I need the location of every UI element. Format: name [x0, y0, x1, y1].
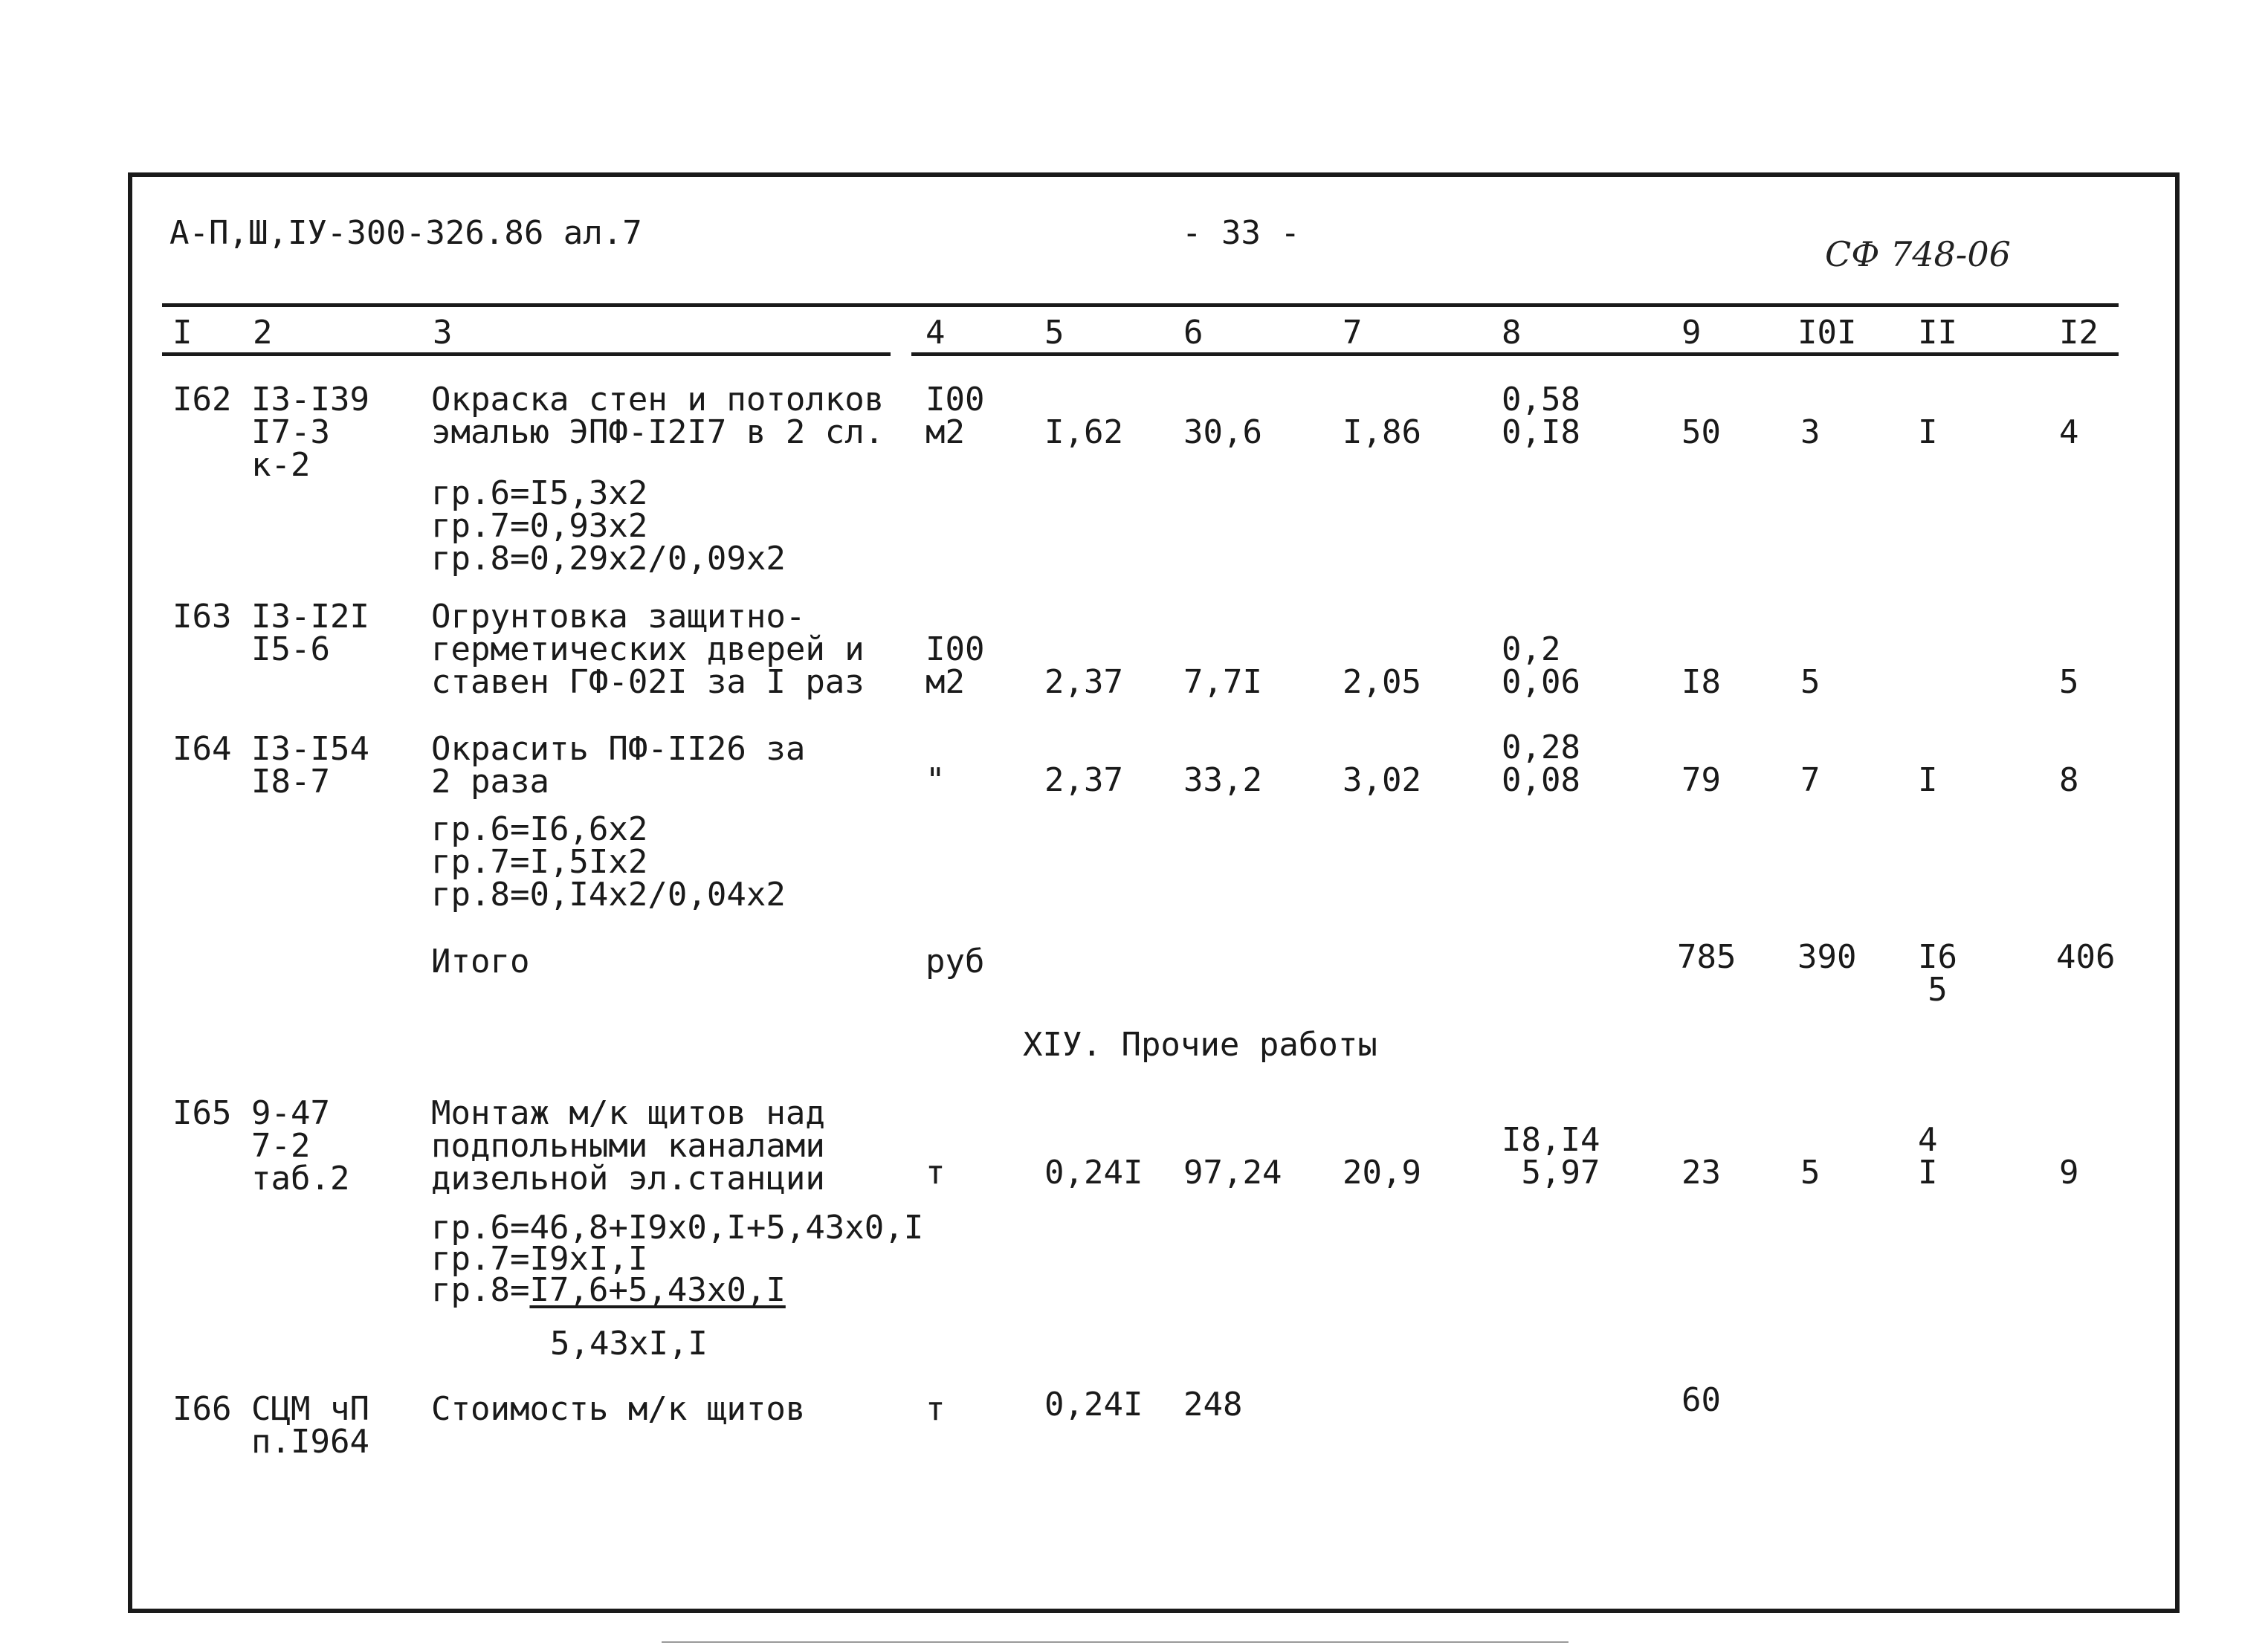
col-header-12: I2 [2059, 314, 2099, 352]
cell-col5: 0,24I [1044, 1386, 1143, 1424]
unit: I00 м2 [925, 630, 985, 701]
work-description: Окраска стен и потолков эмалью ЭПФ-I2I7 в 2 сл. [431, 381, 885, 451]
cell-col6: 30,6 [1183, 413, 1262, 451]
col-header-10: I0I [1797, 314, 1857, 352]
rate-code: СЦМ чП п.I964 [251, 1390, 369, 1461]
row-number: I63 [172, 598, 232, 636]
total-col12: 406 [2056, 938, 2116, 976]
work-description: Окрасить ПФ-II26 за 2 раза [431, 730, 806, 801]
page-number: - 33 - [1182, 214, 1300, 252]
cell-col10: 7 [1800, 761, 1820, 799]
col-header-11: II [1918, 314, 1957, 352]
handwritten-sheet-code: СФ 748-06 [1825, 234, 2011, 274]
rate-code: 9-47 7-2 таб.2 [251, 1094, 350, 1198]
cell-col6: 97,24 [1183, 1154, 1282, 1192]
calc-formula-line2: гр.7=I9хI,I [431, 1240, 648, 1278]
total-col9: 785 [1677, 938, 1736, 976]
total-col10: 390 [1797, 938, 1857, 976]
col-header-6: 6 [1183, 314, 1204, 352]
cell-col7: 2,05 [1343, 663, 1421, 701]
header-underline-right [911, 352, 2119, 356]
cell-col9: 60 [1681, 1381, 1721, 1419]
col-header-4: 4 [925, 314, 946, 352]
unit: т [925, 1390, 946, 1428]
col-header-2: 2 [253, 314, 273, 352]
cell-col7: 3,02 [1343, 761, 1421, 799]
cell-col5: 0,24I [1044, 1154, 1143, 1192]
work-description: Огрунтовка защитно- герметических дверей и ставен ГФ-02I за I раз [431, 598, 865, 701]
cell-col5: 2,37 [1044, 761, 1123, 799]
formula-numerator: I7,6+5,43х0,I [529, 1271, 786, 1309]
cell-col11: 4 I [1918, 1121, 1938, 1192]
col-header-7: 7 [1343, 314, 1363, 352]
col-header-8: 8 [1502, 314, 1522, 352]
total-col11: I6 5 [1918, 938, 1957, 1009]
cell-col7: I,86 [1343, 413, 1421, 451]
calc-formula-line1: гр.6=46,8+I9х0,I+5,43х0,I [431, 1209, 924, 1247]
document-code: А-П,Ш,IУ-300-326.86 ал.7 [169, 214, 642, 252]
cell-col8: 0,58 0,I8 [1502, 381, 1580, 451]
cell-col6: 7,7I [1183, 663, 1262, 701]
col-header-3: 3 [433, 314, 453, 352]
cell-col5: 2,37 [1044, 663, 1123, 701]
total-unit: руб [925, 943, 985, 980]
calc-formula-line3 [431, 1271, 786, 1309]
work-description: Стоимость м/к щитов [431, 1390, 806, 1428]
cell-col8: I8,I4 5,97 [1502, 1121, 1600, 1192]
cell-col10: 3 [1800, 413, 1820, 451]
row-number: I66 [172, 1390, 232, 1428]
cell-col9: 50 [1681, 413, 1721, 451]
unit: " [925, 761, 946, 799]
total-label: Итого [431, 943, 530, 980]
col-header-1: I [172, 314, 193, 352]
col-header-9: 9 [1681, 314, 1702, 352]
cell-col12: 5 [2059, 663, 2079, 701]
work-description: Монтаж м/к щитов над подпольными каналами дизельной эл.станции [431, 1094, 825, 1198]
unit: I00 м2 [925, 381, 985, 451]
scan-edge-line [662, 1641, 1568, 1643]
rate-code: I3-I2I I5-6 [251, 598, 369, 668]
row-number: I65 [172, 1094, 232, 1132]
cell-col9: I8 [1681, 663, 1721, 701]
cell-col12: 8 [2059, 761, 2079, 799]
formula-denominator: 5,43хI,I [550, 1325, 708, 1363]
col-header-5: 5 [1044, 314, 1064, 352]
cell-col10: 5 [1800, 663, 1820, 701]
cell-col8: 0,28 0,08 [1502, 728, 1580, 799]
cell-col11: I [1918, 413, 1938, 451]
cell-col6: 33,2 [1183, 761, 1262, 799]
cell-col9: 79 [1681, 761, 1721, 799]
row-number: I62 [172, 381, 232, 419]
rate-code: I3-I54 I8-7 [251, 730, 369, 801]
cell-col11: I [1918, 761, 1938, 799]
row-number: I64 [172, 730, 232, 768]
table-top-rule [162, 303, 2119, 307]
cell-col5: I,62 [1044, 413, 1123, 451]
cell-col7: 20,9 [1343, 1154, 1421, 1192]
cell-col6: 248 [1183, 1386, 1243, 1424]
cell-col8: 0,2 0,06 [1502, 630, 1580, 701]
section-title: XIУ. Прочие работы [1023, 1026, 1377, 1064]
rate-code: I3-I39 I7-3 к-2 [251, 381, 369, 484]
header-underline-left [162, 352, 891, 356]
cell-col9: 23 [1681, 1154, 1721, 1192]
calc-formula: гр.6=I6,6х2 гр.7=I,5Iх2 гр.8=0,I4х2/0,04х2 [431, 810, 786, 914]
cell-col12: 9 [2059, 1154, 2079, 1192]
cell-col10: 5 [1800, 1154, 1820, 1192]
calc-formula: гр.6=I5,3х2 гр.7=0,93х2 гр.8=0,29х2/0,09х2 [431, 474, 786, 578]
unit: т [925, 1154, 946, 1192]
formula-prefix: гр.8= [431, 1271, 530, 1309]
cell-col12: 4 [2059, 413, 2079, 451]
